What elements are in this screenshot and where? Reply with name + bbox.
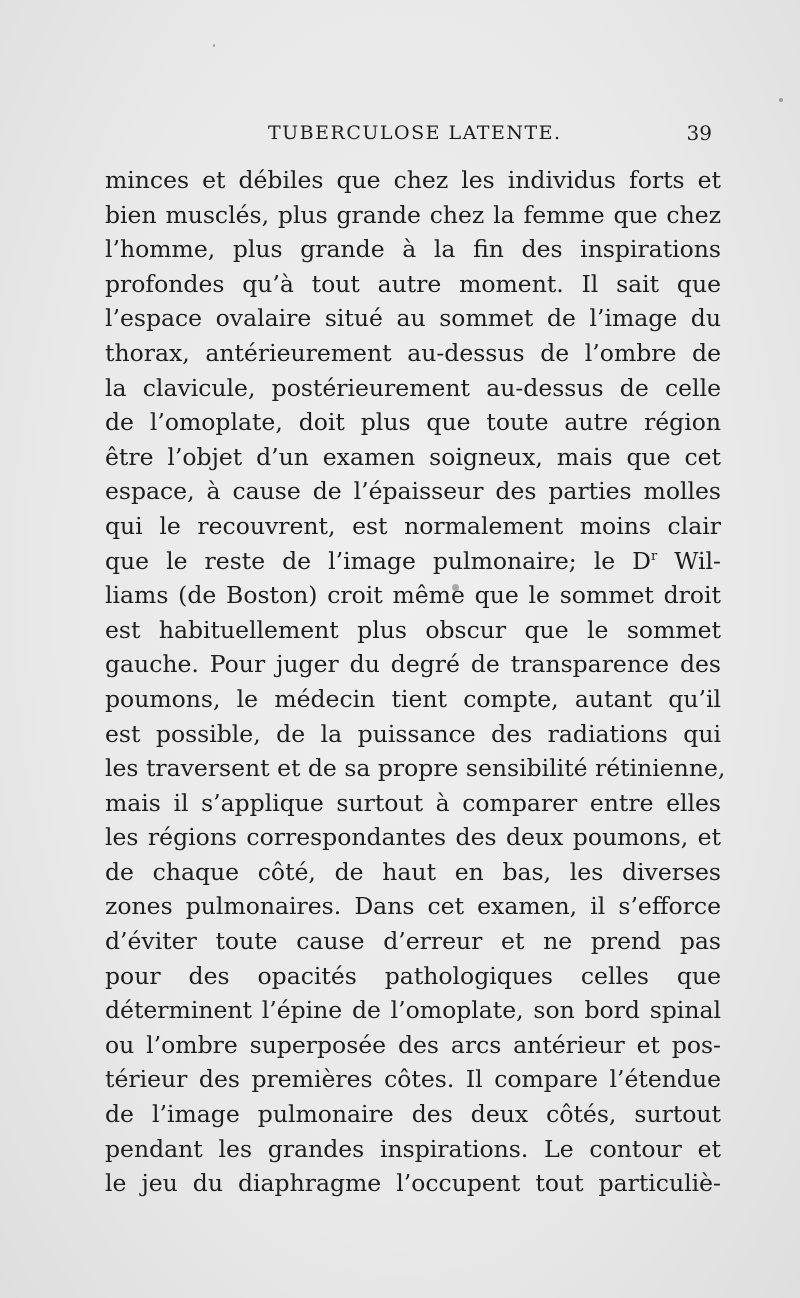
text-line: être l’objet d’un examen soigneux, mais que cet bbox=[105, 442, 721, 471]
text-line: déterminent l’épine de l’omoplate, son bord spinal bbox=[105, 996, 721, 1025]
text-line: le jeu du diaphragme l’occupent tout particuliè- bbox=[105, 1169, 721, 1198]
text-line: profondes qu’à tout autre moment. Il sait que bbox=[105, 269, 721, 298]
text-line: de l’omoplate, doit plus que toute autre région bbox=[105, 408, 721, 437]
page-number: 39 bbox=[686, 121, 712, 145]
superscript: r bbox=[651, 548, 658, 564]
text-line: bien musclés, plus grande chez la femme que chez bbox=[105, 200, 721, 229]
text-line: les traversent et de sa propre sensibilité rétinienne, bbox=[105, 754, 726, 783]
text-line: de chaque côté, de haut en bas, les diverses bbox=[105, 857, 721, 886]
text-line: de l’image pulmonaire des deux côtés, surtout bbox=[105, 1100, 721, 1129]
print-speck bbox=[213, 44, 215, 47]
text-line: liams (de Boston) croit même que le sommet droit bbox=[105, 581, 721, 610]
text-line: est habituellement plus obscur que le sommet bbox=[105, 615, 721, 644]
print-speck bbox=[452, 584, 459, 591]
text-line: ou l’ombre superposée des arcs antérieur et pos- bbox=[105, 1030, 721, 1059]
text-line: pendant les grandes inspirations. Le contour et bbox=[105, 1134, 721, 1163]
text-line-start: que le reste de l’image pulmonaire; le D bbox=[105, 546, 652, 575]
body-text bbox=[105, 163, 726, 1201]
text-line: la clavicule, postérieurement au-dessus de celle bbox=[105, 373, 721, 402]
print-speck bbox=[779, 98, 783, 102]
text-line: mais il s’applique surtout à comparer entre elles bbox=[105, 788, 721, 817]
text-line: zones pulmonaires. Dans cet examen, il s’efforce bbox=[105, 892, 721, 921]
text-line: poumons, le médecin tient compte, autant qu’il bbox=[105, 684, 721, 713]
text-line: thorax, antérieurement au-dessus de l’ombre de bbox=[105, 338, 721, 367]
text-line: est possible, de la puissance des radiations qui bbox=[105, 719, 721, 748]
text-line: pour des opacités pathologiques celles que bbox=[105, 961, 721, 990]
text-line: d’éviter toute cause d’erreur et ne prend pas bbox=[105, 927, 721, 956]
text-line: l’homme, plus grande à la fin des inspirations bbox=[105, 235, 721, 264]
text-line: qui le recouvrent, est normalement moins clair bbox=[105, 511, 721, 540]
text-line-end: Wil- bbox=[657, 546, 721, 575]
text-line: minces et débiles que chez les individus forts et bbox=[105, 166, 721, 194]
text-line: térieur des premières côtes. Il compare l’étendue bbox=[105, 1065, 721, 1094]
text-line-with-superscript bbox=[105, 544, 721, 579]
text-line: les régions correspondantes des deux poumons, et bbox=[105, 823, 721, 852]
text-line: l’espace ovalaire situé au sommet de l’image du bbox=[105, 304, 721, 333]
text-line: gauche. Pour juger du degré de transparence des bbox=[105, 650, 721, 679]
text-line: espace, à cause de l’épaisseur des parties molles bbox=[105, 477, 721, 506]
running-title: TUBERCULOSE LATENTE. bbox=[268, 122, 562, 144]
running-head bbox=[108, 118, 712, 148]
